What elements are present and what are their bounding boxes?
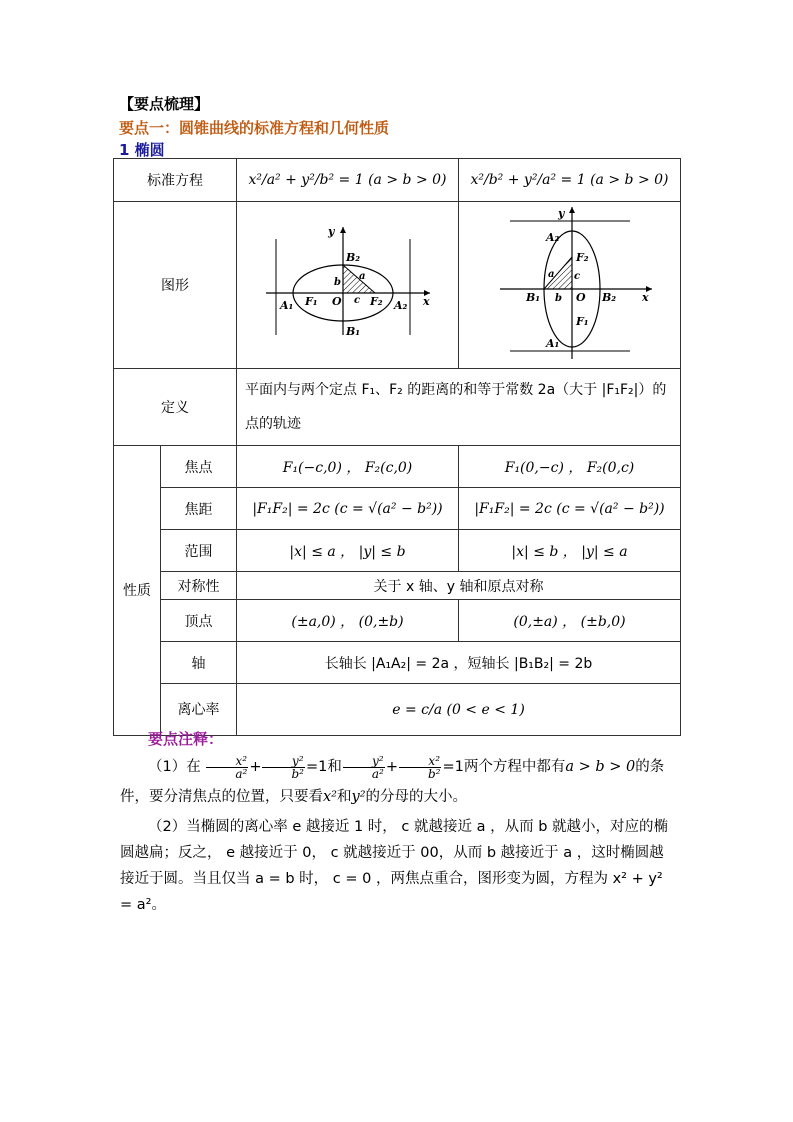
b2-label-v: B₂ — [601, 291, 616, 304]
prop-label-axis: 轴 — [161, 642, 237, 684]
note-paragraph-2: （2）当椭圆的离心率 e 越接近 1 时， c 就越接近 a ，从而 b 就越小，对应的椭圆越扁；反之， e 越接近于 0， c 就越接近于 00，从而 b 越接近于 a ，这时椭圆越接近于圆。当且仅当 a = b 时， c = 0 ，两焦点重合，图形变为圆，方程为 x² + y² = a²。 — [120, 819, 669, 913]
prop-label-focal-length: 焦距 — [161, 488, 237, 530]
frac-y2-b2: $\frac{\text{y²}}{\text{b²}}$ — [262, 755, 305, 780]
note1-text-f: 的分母的大小。 — [365, 789, 468, 805]
f2-label-v: F₂ — [575, 251, 589, 264]
frac-x2-b2: $\frac{\text{x²}}{\text{b²}}$ — [399, 755, 442, 780]
prop-focus-v: F₁(0,−c) ， F₂(0,c) — [459, 446, 681, 488]
f2-label: F₂ — [369, 295, 383, 308]
prop-label-vertex: 顶点 — [161, 600, 237, 642]
prop-vertex-h: (±a,0) ， (0,±b) — [237, 600, 459, 642]
note-paragraph-1: （1）在 $\frac{\text{x²}}{\text{a²}}$ + $\frac{\text{y²}}{\text{b²}}$ =1和 $\frac{\text{y²}}{\text{a²}}$ + $\frac{\text{x²}}{\text{b²}}$ =1两个方程中都有a > b > 0的条件，要分清焦点的位置，只要看x²和y²的分母的大小。 — [120, 753, 665, 805]
prop-eccentricity: e = c/a (0 < e < 1) — [237, 684, 681, 736]
prop-label-focus: 焦点 — [161, 446, 237, 488]
b2-label: B₂ — [345, 251, 360, 264]
c-label: c — [353, 295, 360, 306]
frac-y2-a2: $\frac{\text{y²}}{\text{a²}}$ — [343, 755, 385, 780]
note1-text-c: 两个方程中都有 — [463, 759, 566, 775]
note1-text-a: （1）在 — [148, 759, 201, 775]
row-label-properties: 性质 — [114, 446, 161, 736]
x-axis-label: x — [422, 295, 430, 308]
ellipse-table — [113, 158, 681, 736]
prop-label-eccentricity: 离心率 — [161, 684, 237, 736]
frac-x2-a2: $\frac{\text{x²}}{\text{a²}}$ — [206, 755, 248, 780]
eq-horizontal: x²/a² + y²/b² = 1 (a > b > 0) — [237, 159, 459, 202]
b-label-v: b — [554, 293, 562, 304]
prop-focal-v: |F₁F₂| = 2c (c = √(a² − b²)) — [459, 488, 681, 530]
b1-label: B₁ — [345, 325, 360, 338]
prop-focus-h: F₁(−c,0) ， F₂(c,0) — [237, 446, 459, 488]
note1-text-b: 和 — [327, 759, 342, 775]
row-label-figure: 图形 — [114, 202, 237, 369]
row-label-definition: 定义 — [114, 369, 237, 446]
figure-horizontal — [237, 202, 459, 369]
notes-title: 要点注释： — [148, 730, 224, 748]
a1-label-v: A₁ — [545, 337, 559, 350]
section-heading: 【要点梳理】 — [119, 95, 210, 113]
y-axis-label: y — [327, 225, 334, 238]
prop-vertex-v: (0,±a) ， (±b,0) — [459, 600, 681, 642]
point-heading: 要点一：圆锥曲线的标准方程和几何性质 — [119, 119, 390, 137]
b1-label-v: B₁ — [525, 291, 540, 304]
f1-label-v: F₁ — [575, 315, 589, 328]
note1-condition: a > b > 0 — [565, 759, 636, 775]
ellipse-horizontal-figure — [258, 223, 438, 343]
a-label-v: a — [547, 269, 554, 280]
a1-label: A₁ — [279, 299, 293, 312]
b-label: b — [333, 277, 341, 288]
origin-label: O — [331, 295, 342, 308]
row-label-standard: 标准方程 — [114, 159, 237, 202]
a-label: a — [358, 271, 365, 282]
a2-label-v: A₂ — [545, 231, 559, 244]
prop-axis: 长轴长 |A₁A₂| = 2a ，短轴长 |B₁B₂| = 2b — [237, 642, 681, 684]
ellipse-vertical-figure — [480, 203, 660, 363]
note1-text-e: 和 — [337, 789, 352, 805]
origin-label-v: O — [575, 291, 586, 304]
prop-range-h: |x| ≤ a ， |y| ≤ b — [237, 530, 459, 572]
prop-label-symmetry: 对称性 — [161, 572, 237, 600]
c-label-v: c — [573, 271, 580, 282]
note1-text-d: 的条件，要分清焦点的位置，只要看 — [120, 759, 665, 805]
definition-text: 平面内与两个定点 F₁、F₂ 的距离的和等于常数 2a（大于 |F₁F₂|）的点的轨迹 — [237, 369, 681, 446]
eq-vertical: x²/b² + y²/a² = 1 (a > b > 0) — [459, 159, 681, 202]
prop-label-range: 范围 — [161, 530, 237, 572]
figure-vertical — [459, 202, 681, 369]
subsection-heading: 1 椭圆 — [119, 141, 165, 159]
prop-range-v: |x| ≤ b ， |y| ≤ a — [459, 530, 681, 572]
prop-focal-h: |F₁F₂| = 2c (c = √(a² − b²)) — [237, 488, 459, 530]
prop-symmetry: 关于 x 轴、y 轴和原点对称 — [237, 572, 681, 600]
x-axis-label-v: x — [641, 291, 649, 304]
f1-label: F₁ — [304, 295, 318, 308]
a2-label: A₂ — [393, 299, 407, 312]
y-axis-label-v: y — [557, 207, 564, 220]
